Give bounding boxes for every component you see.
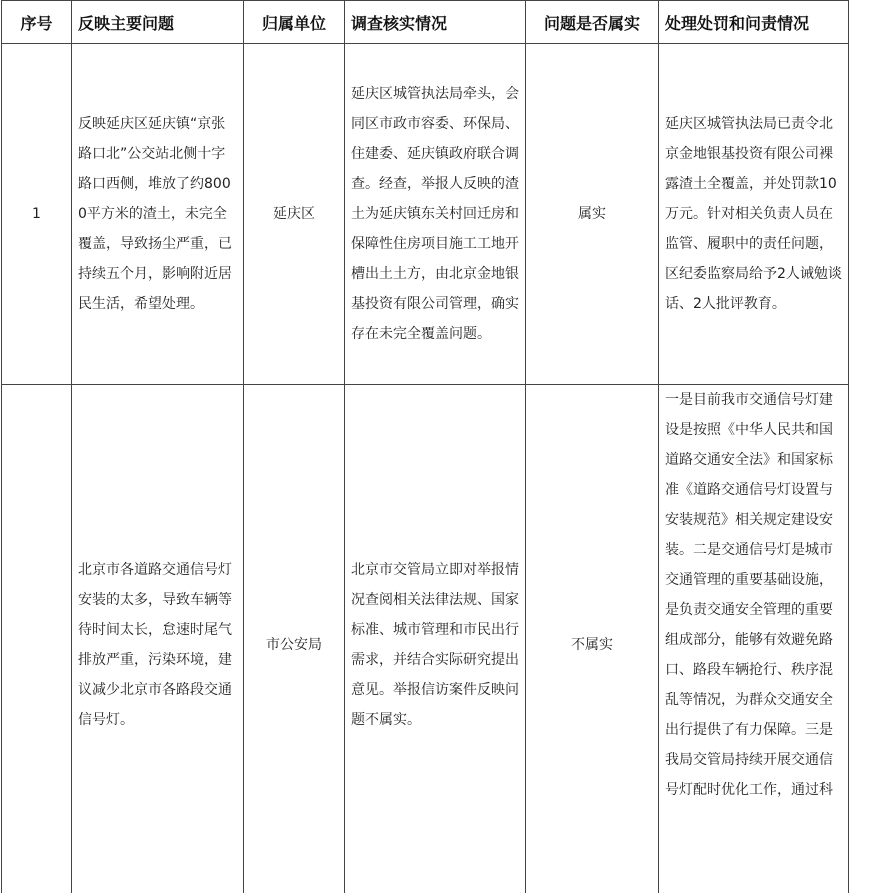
row-num: 1 xyxy=(32,206,41,222)
header-num: 序号 xyxy=(2,1,72,44)
investigation-cell xyxy=(345,44,526,385)
table-row xyxy=(2,44,849,385)
header-investigation: 调查核实情况 xyxy=(345,1,526,44)
table-row xyxy=(2,385,849,893)
truth-cell xyxy=(526,44,659,385)
header-handling: 处理处罚和问责情况 xyxy=(659,1,849,44)
handling-text: 延庆区城管执法局已责令北京金地银基投资有限公司裸露渣土全覆盖，并处罚款10万元。针对相关负责人员在监管、履职中的责任问题，区纪委监察局给予2人诫勉谈话、2人批评教育。 xyxy=(665,116,842,312)
unit-text: 市公安局 xyxy=(266,637,322,653)
header-row xyxy=(2,1,849,44)
truth-cell xyxy=(526,385,659,893)
handling-text: 一是目前我市交通信号灯建设是按照《中华人民共和国道路交通安全法》和国家标准《道路交通信号灯设置与安装规范》相关规定建设安装。二是交通信号灯是城市交通管理的重要基础设施，是负责交通安全管理的重要组成部分，能够有效避免路口、路段车辆抢行、秩序混乱等情况，为群众交通安全出行提供了有力保障。三是我局交管局持续开展交通信号灯配时优化工作，通过科 xyxy=(665,392,833,798)
header-truth: 问题是否属实 xyxy=(526,1,659,44)
truth-text: 属实 xyxy=(578,206,606,222)
handling-cell xyxy=(659,385,849,893)
unit-text: 延庆区 xyxy=(273,206,315,222)
unit-cell xyxy=(244,385,345,893)
investigation-text: 北京市交管局立即对举报情况查阅相关法律法规、国家标准、城市管理和市民出行需求，并结合实际研究提出意见。举报信访案件反映问题不属实。 xyxy=(351,562,519,728)
row-num-cell xyxy=(2,385,72,893)
problem-text: 反映延庆区延庆镇“京张路口北”公交站北侧十字路口西侧，堆放了约8000平方米的渣土，未完全覆盖，导致扬尘严重，已持续五个月，影响附近居民生活，希望处理。 xyxy=(78,116,232,312)
handling-cell xyxy=(659,44,849,385)
investigation-text: 延庆区城管执法局牵头，会同区市政市容委、环保局、住建委、延庆镇政府联合调查。经查，举报人反映的渣土为延庆镇东关村回迁房和保障性住房项目施工工地开槽出土土方，由北京金地银基投资有限公司管理，确实存在未完全覆盖问题。 xyxy=(351,86,519,342)
complaint-table xyxy=(1,0,849,893)
problem-text: 北京市各道路交通信号灯安装的太多，导致车辆等待时间太长，怠速时尾气排放严重，污染环境，建议减少北京市各路段交通信号灯。 xyxy=(78,562,232,728)
investigation-cell xyxy=(345,385,526,893)
problem-cell xyxy=(72,44,244,385)
problem-cell xyxy=(72,385,244,893)
truth-text: 不属实 xyxy=(571,637,613,653)
unit-cell xyxy=(244,44,345,385)
header-problem: 反映主要问题 xyxy=(72,1,244,44)
header-unit: 归属单位 xyxy=(244,1,345,44)
row-num-cell xyxy=(2,44,72,385)
